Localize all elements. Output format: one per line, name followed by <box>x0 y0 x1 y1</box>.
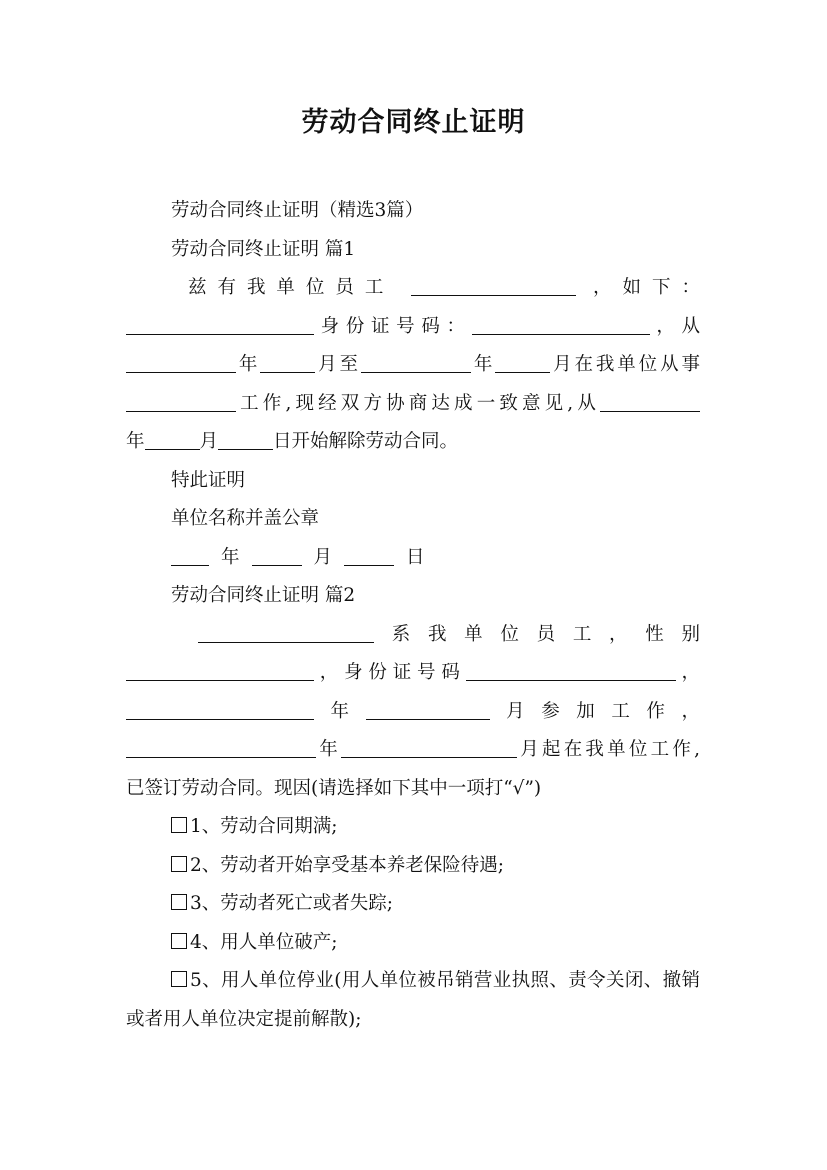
part2-line2 <box>126 654 700 693</box>
part1-date-year: 年 <box>221 546 240 568</box>
sign-month-blank[interactable] <box>252 545 302 566</box>
part2-line3 <box>126 693 700 732</box>
part1-line1 <box>126 269 700 308</box>
part1-text-year2: 年 <box>470 354 496 375</box>
part1-signature: 单位名称并盖公章 <box>171 508 320 529</box>
end-month-blank[interactable] <box>495 352 550 373</box>
option-checkbox[interactable] <box>171 856 187 872</box>
info-blank[interactable] <box>126 314 314 335</box>
option-item <box>126 808 700 847</box>
release-year-blank-a[interactable] <box>600 391 700 412</box>
part1-text-from: ，从 <box>649 315 700 337</box>
part1-text-terminate: 日开始解除劳动合同。 <box>273 431 459 452</box>
part1-line2 <box>126 308 700 347</box>
option-checkbox[interactable] <box>171 894 187 910</box>
p2-work-month-blank[interactable] <box>366 699 490 720</box>
part1-line3 <box>126 346 700 385</box>
part1-closing: 特此证明 <box>171 469 246 491</box>
part1-text-id: 身份证号码： <box>314 315 472 337</box>
employee-name-blank[interactable] <box>411 275 576 296</box>
option-checkbox[interactable] <box>171 933 187 949</box>
part1-text-month-to: 月至 <box>315 354 361 375</box>
id-number-blank[interactable] <box>472 314 650 335</box>
part1-line5 <box>126 423 700 462</box>
option-checkbox[interactable] <box>171 971 187 987</box>
part2-line5: 已签订劳动合同。现因(请选择如下其中一项打“√”) <box>126 777 542 799</box>
job-blank[interactable] <box>126 391 236 412</box>
part1-date-line <box>126 539 700 578</box>
start-year-blank[interactable] <box>126 352 236 373</box>
part2-text-joined: 月参加工作， <box>489 700 700 722</box>
part2-text-year1: 年 <box>314 700 366 722</box>
option-item <box>126 847 700 886</box>
p2-gender-blank[interactable] <box>126 660 314 681</box>
part1-date-day: 日 <box>406 546 425 568</box>
option-item <box>126 924 700 963</box>
part2-text-working: 月起在我单位工作, <box>516 739 700 760</box>
part1-date-month: 月 <box>313 546 333 568</box>
p2-start-month-blank[interactable] <box>341 737 517 758</box>
part2-text-employee: 系我单位员工，性别 <box>374 623 700 645</box>
part1-heading: 劳动合同终止证明 篇1 <box>171 238 356 260</box>
p2-id-blank[interactable] <box>466 660 676 681</box>
part2-text-id: ，身份证号码 <box>314 662 466 683</box>
part1-text-year3: 年 <box>126 431 145 452</box>
release-day-blank[interactable] <box>218 429 273 450</box>
part1-line4 <box>126 385 700 424</box>
option-item <box>126 962 700 1039</box>
start-month-blank[interactable] <box>260 352 315 373</box>
option-label: 1、劳动合同期满; <box>190 816 338 837</box>
p2-start-year-blank[interactable] <box>126 737 316 758</box>
document-title: 劳动合同终止证明 <box>301 107 526 138</box>
subtitle: 劳动合同终止证明（精选3篇） <box>171 200 424 221</box>
option-list <box>126 808 700 1039</box>
p2-name-blank[interactable] <box>198 622 374 643</box>
part2-line1 <box>126 616 700 655</box>
release-month-blank[interactable] <box>145 429 200 450</box>
document-body <box>126 192 700 1039</box>
option-checkbox[interactable] <box>171 817 187 833</box>
option-label: 2、劳动者开始享受基本养老保险待遇; <box>190 854 505 876</box>
part2-heading: 劳动合同终止证明 篇2 <box>171 585 356 606</box>
option-label: 3、劳动者死亡或者失踪; <box>190 893 394 914</box>
end-year-blank[interactable] <box>361 352 471 373</box>
sign-day-blank[interactable] <box>344 545 394 566</box>
part1-text-as-follows: ，如下： <box>593 277 700 298</box>
part2-text-year2: 年 <box>316 739 341 760</box>
part2-line4 <box>126 731 700 770</box>
part1-text-agreement: 工作,现经双方协商达成一致意见,从 <box>236 392 600 414</box>
part1-text-month3: 月 <box>199 431 219 452</box>
part1-text-engaged: 月在我单位从事 <box>550 354 700 375</box>
option-item <box>126 885 700 924</box>
p2-work-year-blank[interactable] <box>126 699 314 720</box>
option-label: 5、用人单位停业(用人单位被吊销营业执照、责令关闭、撤销或者用人单位决定提前解散); <box>126 970 700 1030</box>
sign-year-blank[interactable] <box>171 545 209 566</box>
part1-text-employee: 兹有我单位员工 <box>188 277 395 298</box>
part1-text-year1: 年 <box>236 354 261 375</box>
option-label: 4、用人单位破产; <box>190 931 338 953</box>
part2-text-comma: ， <box>675 662 700 683</box>
